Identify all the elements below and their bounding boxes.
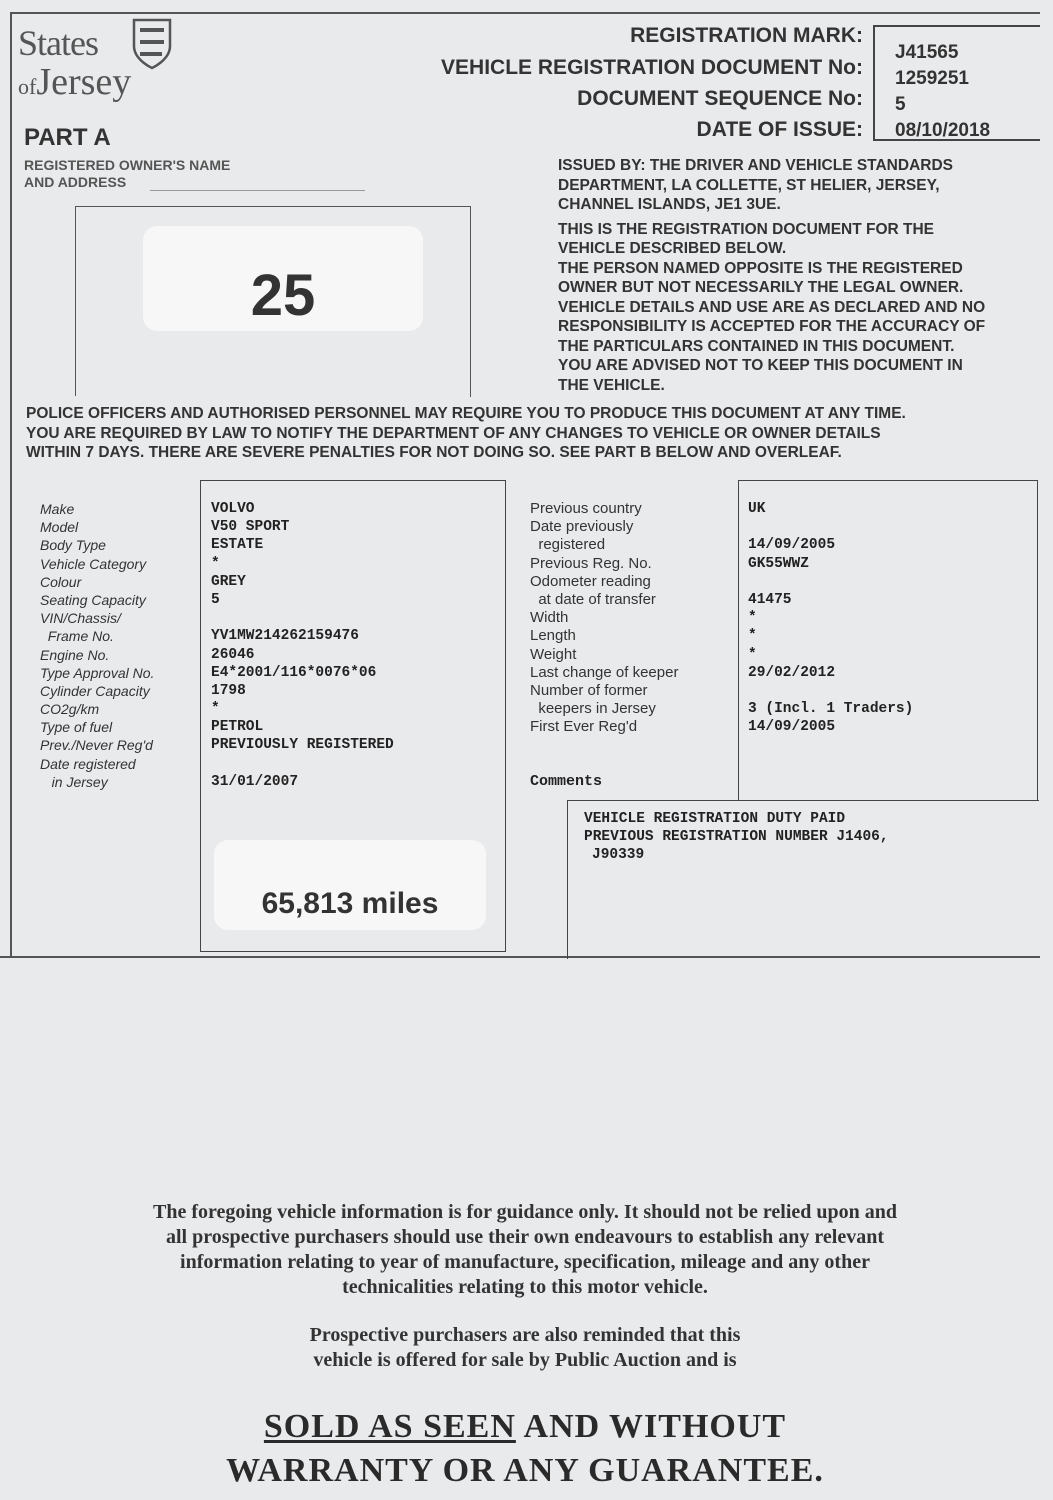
comments-text <box>584 810 889 864</box>
vehicle-field-label: Type of fuel <box>40 719 113 736</box>
document-number-value: 1259251 <box>895 68 969 89</box>
owner-label-rule <box>150 190 365 191</box>
history-field-value: GK55WWZ <box>748 555 809 572</box>
owner-label-line-1: REGISTERED OWNER'S NAME <box>24 157 231 173</box>
vehicle-field-label: Date registered <box>40 755 136 772</box>
crest-icon <box>132 18 172 70</box>
history-field-value: * <box>748 628 757 645</box>
auction-reminder <box>80 1323 970 1373</box>
sequence-number-label: DOCUMENT SEQUENCE No: <box>577 87 863 110</box>
sold-as-seen-underlined: SOLD AS SEEN <box>263 1408 516 1445</box>
history-field-value: * <box>748 610 757 627</box>
vehicle-field-value: E4*2001/116*0076*06 <box>211 664 377 681</box>
disclaimer-line: all prospective purchasers should use their own endeavours to establish any relevant <box>165 1226 885 1248</box>
sequence-number-value: 5 <box>895 94 906 115</box>
history-field-value: 29/02/2012 <box>748 664 836 681</box>
history-field-value: * <box>748 646 757 663</box>
history-field-label: Date previously <box>530 518 634 536</box>
logo-text-jersey-word: Jersey <box>36 61 132 103</box>
date-of-issue-value: 08/10/2018 <box>895 120 991 141</box>
guidance-disclaimer <box>80 1200 970 1300</box>
vehicle-field-label: Colour <box>40 573 82 590</box>
mileage-badge: 65,813 miles <box>214 840 486 930</box>
vehicle-field-value: VOLVO <box>211 501 255 517</box>
history-field-values <box>748 500 913 736</box>
history-field-label: Width <box>530 609 569 627</box>
issued-by-block <box>558 156 1048 395</box>
vehicle-field-labels <box>40 500 154 791</box>
vehicle-field-value: 26046 <box>211 646 255 663</box>
comment-line: PREVIOUS REGISTRATION NUMBER J1406, <box>584 829 889 845</box>
vehicle-field-label: Vehicle Category <box>40 555 147 572</box>
sheet-top-border <box>10 12 1040 14</box>
notice-line: THE PERSON NAMED OPPOSITE IS THE REGISTERED <box>558 259 963 277</box>
history-field-value: UK <box>748 501 766 517</box>
vehicle-field-value: 31/01/2007 <box>211 773 299 790</box>
sold-line-2: WARRANTY OR ANY GUARANTEE. <box>226 1452 824 1489</box>
vehicle-field-label: Seating Capacity <box>40 591 146 608</box>
vehicle-field-value <box>211 609 394 627</box>
issued-line: ISSUED BY: THE DRIVER AND VEHICLE STANDARDS <box>558 157 953 174</box>
vehicle-field-value: 1798 <box>211 682 246 699</box>
vehicle-field-value: PETROL <box>211 719 264 736</box>
vehicle-field-value: YV1MW214262159476 <box>211 628 359 645</box>
history-field-labels <box>530 500 678 736</box>
history-field-value: 14/09/2005 <box>748 537 836 554</box>
notice-line: VEHICLE DETAILS AND USE ARE AS DECLARED AND NO <box>558 298 986 316</box>
notice-line: THIS IS THE REGISTRATION DOCUMENT FOR THE <box>558 220 935 238</box>
issued-line: CHANNEL ISLANDS, JE1 3UE. <box>558 196 781 213</box>
history-field-value <box>748 682 913 700</box>
owner-name-label <box>24 157 324 191</box>
vehicle-field-label: Body Type <box>40 537 106 554</box>
disclaimer-line: information relating to year of manufacture, specification, mileage and any other <box>180 1251 870 1273</box>
logo-text-states: States <box>18 23 98 63</box>
logo-text-of: of <box>18 74 37 99</box>
history-field-label: Previous country <box>530 500 642 517</box>
disclaimer-line: technicalities relating to this motor vehicle. <box>342 1276 708 1298</box>
history-field-value <box>748 518 913 536</box>
notice-line: RESPONSIBILITY IS ACCEPTED FOR THE ACCURACY OF <box>558 318 986 335</box>
history-field-label: Odometer reading <box>530 572 651 590</box>
history-field-value: 14/09/2005 <box>748 719 836 736</box>
logo-text-jersey <box>18 60 131 104</box>
vehicle-field-label: Engine No. <box>40 646 110 663</box>
part-a-title: PART A <box>24 124 111 151</box>
history-field-label: Length <box>530 627 576 645</box>
vehicle-field-label: Type Approval No. <box>40 664 155 681</box>
history-field-label: Number of former <box>530 681 648 699</box>
vehicle-field-label: Model <box>40 519 79 536</box>
vehicle-field-label: in Jersey <box>40 773 108 790</box>
vehicle-field-value: V50 SPORT <box>211 519 290 536</box>
history-field-value: 3 (Incl. 1 Traders) <box>748 701 914 718</box>
vehicle-field-label: Cylinder Capacity <box>40 682 150 699</box>
history-field-label: Last change of keeper <box>530 663 679 681</box>
notice-line: YOU ARE ADVISED NOT TO KEEP THIS DOCUMENT IN <box>558 357 963 374</box>
issued-line: DEPARTMENT, LA COLLETTE, ST HELIER, JERSEY, <box>558 176 940 194</box>
police-notice-block <box>26 404 1046 463</box>
vehicle-field-value: ESTATE <box>211 537 264 554</box>
registration-mark-label: REGISTRATION MARK: <box>630 24 863 47</box>
sold-line-1-rest: AND WITHOUT <box>515 1408 787 1445</box>
lot-number-badge: 25 <box>143 226 423 331</box>
vehicle-field-label: Frame No. <box>40 628 114 645</box>
vehicle-field-label: Make <box>40 501 75 517</box>
police-line: YOU ARE REQUIRED BY LAW TO NOTIFY THE DEPARTMENT OF ANY CHANGES TO VEHICLE OR OWNER DETAILS <box>26 424 881 442</box>
police-line: WITHIN 7 DAYS. THERE ARE SEVERE PENALTIES FOR NOT DOING SO. SEE PART B BELOW AND OVERLEAF. <box>26 444 842 461</box>
vehicle-field-value: * <box>211 555 220 572</box>
sheet-left-border <box>10 12 12 957</box>
vehicle-field-value: * <box>211 701 220 718</box>
history-field-label: Previous Reg. No. <box>530 554 652 572</box>
document-number-label: VEHICLE REGISTRATION DOCUMENT No: <box>441 56 863 79</box>
history-field-label: Weight <box>530 645 577 663</box>
date-of-issue-label: DATE OF ISSUE: <box>696 118 863 141</box>
police-line: POLICE OFFICERS AND AUTHORISED PERSONNEL MAY REQUIRE YOU TO PRODUCE THIS DOCUMENT AT ANY TIME. <box>26 405 906 422</box>
history-field-value <box>748 573 913 591</box>
vehicle-field-value: PREVIOUSLY REGISTERED <box>211 737 394 754</box>
vehicle-field-values <box>211 500 394 791</box>
vehicle-field-value: 5 <box>211 591 220 608</box>
vehicle-field-value <box>211 755 394 773</box>
history-field-label: at date of transfer <box>530 590 656 608</box>
reminder-line: vehicle is offered for sale by Public Auction and is <box>313 1349 737 1371</box>
vehicle-field-value: GREY <box>211 573 246 590</box>
notice-line: THE VEHICLE. <box>558 376 665 394</box>
comments-label: Comments <box>530 773 603 790</box>
sold-as-seen-notice <box>60 1405 990 1493</box>
history-field-label: First Ever Reg'd <box>530 718 638 736</box>
history-field-label: registered <box>530 536 606 554</box>
notice-line: THE PARTICULARS CONTAINED IN THIS DOCUMENT. <box>558 337 955 355</box>
owner-address-box-edge <box>75 206 84 396</box>
vehicle-field-label: CO2g/km <box>40 701 100 718</box>
history-field-value: 41475 <box>748 591 792 608</box>
history-field-label: keepers in Jersey <box>530 700 656 718</box>
owner-label-line-2: AND ADDRESS <box>24 174 127 190</box>
reminder-line: Prospective purchasers are also reminded that this <box>309 1324 741 1346</box>
disclaimer-line: The foregoing vehicle information is for guidance only. It should not be relied upon and <box>153 1201 897 1223</box>
vehicle-field-label: VIN/Chassis/ <box>40 610 121 627</box>
registration-mark-value: J41565 <box>895 42 959 63</box>
comment-line: VEHICLE REGISTRATION DUTY PAID <box>584 811 846 827</box>
notice-line: VEHICLE DESCRIBED BELOW. <box>558 240 787 257</box>
comment-line: J90339 <box>592 847 645 863</box>
notice-line: OWNER BUT NOT NECESSARILY THE LEGAL OWNER. <box>558 279 964 296</box>
vehicle-field-label: Prev./Never Reg'd <box>40 737 153 754</box>
